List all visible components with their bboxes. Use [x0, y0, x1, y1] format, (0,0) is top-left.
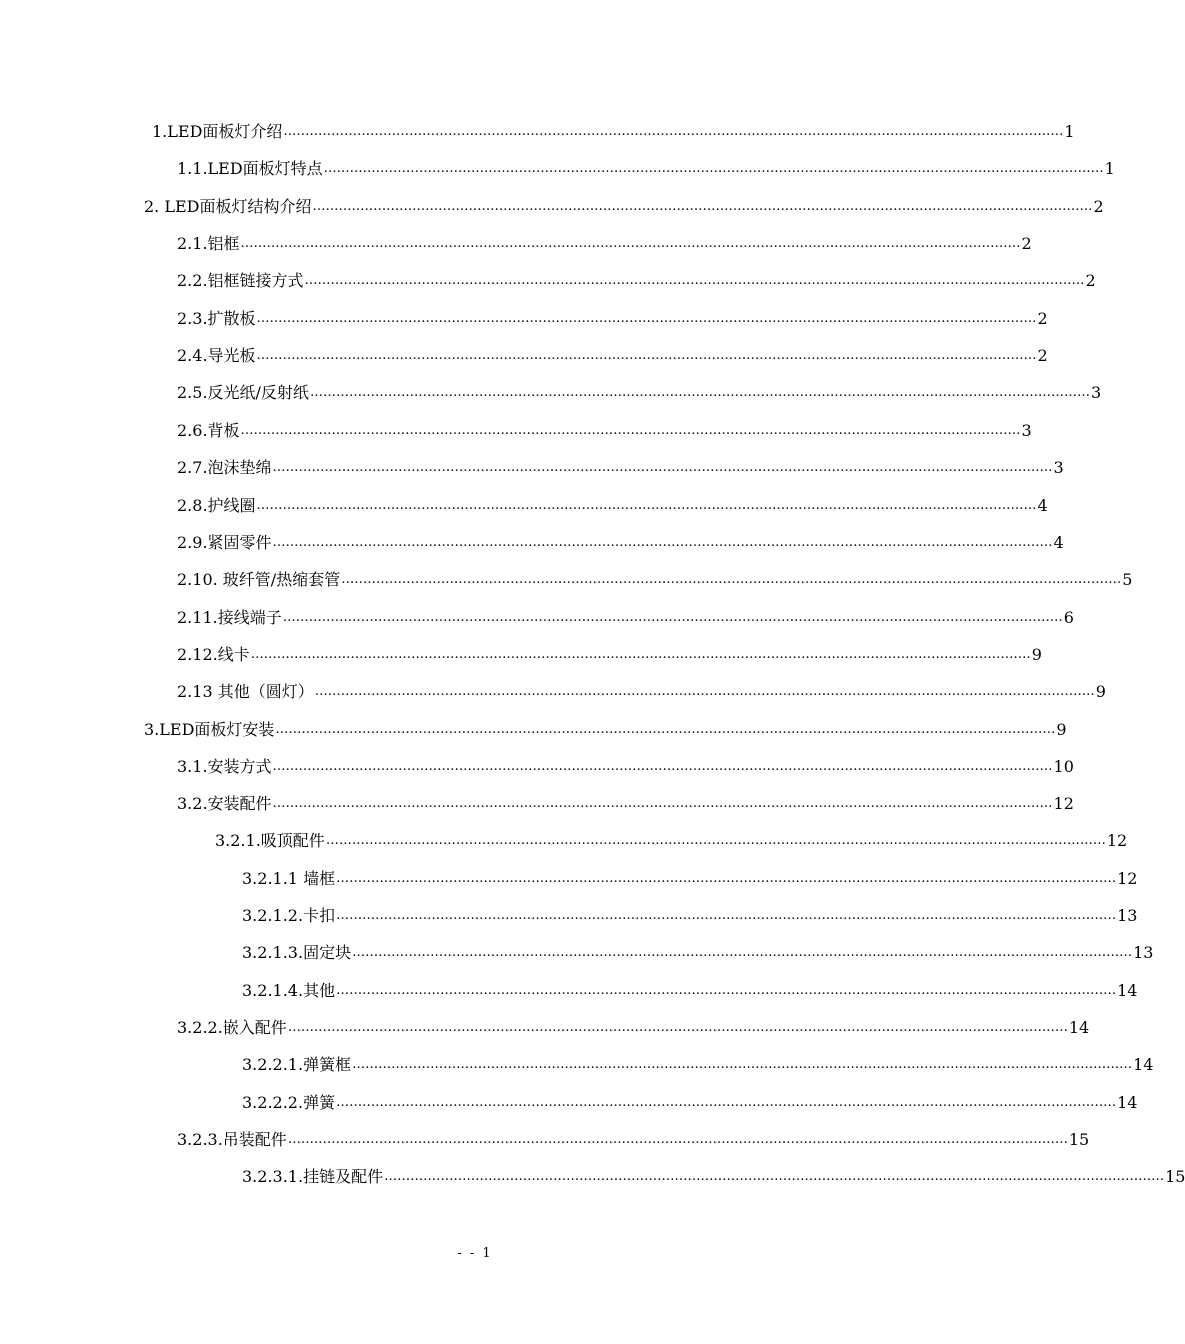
- toc-entry-label: 2.1.铝框: [177, 234, 240, 253]
- leader-dots: ………………………………………………………………………………………………………………………………………………………………: [384, 1169, 1165, 1184]
- toc-entry-page: 3: [1053, 458, 1064, 477]
- toc-entry-page: 2: [1037, 346, 1048, 365]
- leader-dots: ………………………………………………………………………………………………………………………………………………………………: [272, 535, 1053, 550]
- toc-entry-page: 6: [1063, 608, 1074, 627]
- toc-entry-label: 2.6.背板: [177, 421, 240, 440]
- leader-dots: ………………………………………………………………………………………………………………………………………………………………: [287, 1020, 1068, 1035]
- toc-entry-page: 14: [1068, 1018, 1090, 1037]
- leader-dots: ………………………………………………………………………………………………………………………………………………………………: [250, 647, 1031, 662]
- leader-dots: ………………………………………………………………………………………………………………………………………………………………: [256, 311, 1037, 326]
- toc-entry-label: 3.2.1.4.其他: [242, 981, 336, 1000]
- leader-dots: ………………………………………………………………………………………………………………………………………………………………: [325, 833, 1106, 848]
- toc-entry[interactable]: [144, 718, 1067, 742]
- toc-entry[interactable]: [177, 531, 1064, 555]
- toc-entry-page: 12: [1117, 869, 1138, 888]
- toc-entry[interactable]: [177, 755, 1074, 779]
- toc-entry-label: 2.7.泡沫垫绵: [177, 458, 272, 477]
- toc-entry[interactable]: [152, 120, 1075, 144]
- leader-dots: ………………………………………………………………………………………………………………………………………………………………: [336, 983, 1117, 998]
- toc-entry[interactable]: [242, 1091, 1138, 1115]
- toc-entry[interactable]: [177, 157, 1115, 181]
- leader-dots: ………………………………………………………………………………………………………………………………………………………………: [341, 572, 1122, 587]
- toc-entry-label: 2.9.紧固零件: [177, 533, 272, 552]
- toc-entry[interactable]: [177, 680, 1106, 704]
- toc-entry-label: 3.2.1.2.卡扣: [242, 906, 336, 925]
- leader-dots: ………………………………………………………………………………………………………………………………………………………………: [272, 759, 1053, 774]
- leader-dots: ………………………………………………………………………………………………………………………………………………………………: [272, 460, 1053, 475]
- toc-entry[interactable]: [144, 195, 1104, 219]
- toc-entry-label: 2.8.护线圈: [177, 496, 256, 515]
- toc-entry[interactable]: [177, 606, 1074, 630]
- toc-entry-label: 3.2.1.1 墙框: [242, 869, 336, 888]
- leader-dots: ………………………………………………………………………………………………………………………………………………………………: [312, 199, 1093, 214]
- toc-entry-page: 4: [1053, 533, 1064, 552]
- leader-dots: ………………………………………………………………………………………………………………………………………………………………: [240, 423, 1021, 438]
- toc-entry[interactable]: [177, 643, 1042, 667]
- toc-entry-page: 5: [1122, 570, 1133, 589]
- toc-entry[interactable]: [177, 494, 1048, 518]
- toc-entry-page: 10: [1053, 757, 1074, 776]
- toc-entry-label: 2.4.导光板: [177, 346, 256, 365]
- toc-entry-page: 9: [1031, 645, 1042, 664]
- toc-entry-page: 2: [1037, 309, 1048, 328]
- toc-entry-label: 3.2.安装配件: [177, 794, 272, 813]
- toc-entry-page: 2: [1093, 197, 1104, 216]
- toc-entry-label: 3.2.2.2.弹簧: [242, 1093, 336, 1112]
- toc-entry-page: 3: [1090, 383, 1102, 402]
- leader-dots: ………………………………………………………………………………………………………………………………………………………………: [352, 1057, 1133, 1072]
- toc-entry-label: 2. LED面板灯结构介绍: [144, 197, 312, 216]
- toc-entry[interactable]: [242, 1165, 1185, 1189]
- toc-entry-label: 2.13 其他（圆灯）: [177, 682, 314, 701]
- toc-entry-label: 3.2.2.1.弹簧框: [242, 1055, 352, 1074]
- toc-entry-page: 14: [1117, 981, 1138, 1000]
- leader-dots: ………………………………………………………………………………………………………………………………………………………………: [314, 684, 1095, 699]
- toc-entry-label: 2.5.反光纸/反射纸: [177, 383, 309, 402]
- toc-entry[interactable]: [177, 1128, 1090, 1152]
- toc-entry-label: 2.2.铝框链接方式: [177, 271, 304, 290]
- toc-entry[interactable]: [242, 867, 1138, 891]
- toc-entry-page: 14: [1133, 1055, 1154, 1074]
- toc-entry-label: 3.2.3.吊装配件: [177, 1130, 287, 1149]
- toc-entry-page: 2: [1021, 234, 1032, 253]
- toc-entry-label: 2.12.线卡: [177, 645, 250, 664]
- leader-dots: ………………………………………………………………………………………………………………………………………………………………: [323, 161, 1104, 176]
- toc-entry[interactable]: [177, 419, 1032, 443]
- toc-entry[interactable]: [242, 1053, 1154, 1077]
- toc-entry-page: 3: [1021, 421, 1032, 440]
- page-number: - - 1: [457, 1246, 493, 1261]
- toc-entry[interactable]: [242, 941, 1154, 965]
- toc-entry[interactable]: [215, 829, 1128, 853]
- toc-entry-label: 3.2.1.3.固定块: [242, 943, 352, 962]
- toc-entry[interactable]: [177, 344, 1048, 368]
- leader-dots: ………………………………………………………………………………………………………………………………………………………………: [275, 722, 1056, 737]
- toc-entry[interactable]: [242, 979, 1138, 1003]
- leader-dots: ………………………………………………………………………………………………………………………………………………………………: [287, 1132, 1068, 1147]
- toc-entry-label: 1.1.LED面板灯特点: [177, 159, 323, 178]
- leader-dots: ………………………………………………………………………………………………………………………………………………………………: [304, 273, 1085, 288]
- leader-dots: ………………………………………………………………………………………………………………………………………………………………: [283, 124, 1064, 139]
- toc-entry-label: 3.2.3.1.挂链及配件: [242, 1167, 384, 1186]
- toc-entry-page: 13: [1117, 906, 1138, 925]
- toc-entry-page: 9: [1095, 682, 1106, 701]
- leader-dots: ………………………………………………………………………………………………………………………………………………………………: [256, 348, 1037, 363]
- leader-dots: ………………………………………………………………………………………………………………………………………………………………: [282, 610, 1063, 625]
- leader-dots: ………………………………………………………………………………………………………………………………………………………………: [256, 498, 1037, 513]
- toc-entry[interactable]: [177, 269, 1096, 293]
- leader-dots: ………………………………………………………………………………………………………………………………………………………………: [240, 236, 1021, 251]
- toc-entry-page: 15: [1068, 1130, 1090, 1149]
- toc-entry-page: 12: [1106, 831, 1128, 850]
- leader-dots: ………………………………………………………………………………………………………………………………………………………………: [352, 945, 1133, 960]
- toc-entry[interactable]: [177, 307, 1048, 331]
- toc-entry-page: 4: [1037, 496, 1048, 515]
- toc-entry[interactable]: [177, 568, 1133, 592]
- toc-entry[interactable]: [177, 381, 1102, 405]
- toc-entry[interactable]: [242, 904, 1138, 928]
- toc-entry-label: 1.LED面板灯介绍: [152, 122, 283, 141]
- toc-entry-label: 2.11.接线端子: [177, 608, 282, 627]
- toc-entry-page: 1: [1064, 122, 1075, 141]
- toc-entry[interactable]: [177, 792, 1074, 816]
- toc-entry-label: 2.10. 玻纤管/热缩套管: [177, 570, 341, 589]
- toc-entry-label: 3.LED面板灯安装: [144, 720, 275, 739]
- leader-dots: ………………………………………………………………………………………………………………………………………………………………: [336, 871, 1117, 886]
- toc-entry-label: 3.2.2.嵌入配件: [177, 1018, 287, 1037]
- leader-dots: ………………………………………………………………………………………………………………………………………………………………: [336, 1095, 1117, 1110]
- leader-dots: ………………………………………………………………………………………………………………………………………………………………: [336, 908, 1117, 923]
- toc-entry-page: 13: [1133, 943, 1154, 962]
- toc-entry[interactable]: [177, 1016, 1090, 1040]
- toc-entry-label: 3.2.1.吸顶配件: [215, 831, 325, 850]
- toc-entry-page: 9: [1056, 720, 1067, 739]
- toc-entry[interactable]: [177, 232, 1032, 256]
- toc-entry-label: 2.3.扩散板: [177, 309, 256, 328]
- toc-entry-page: 15: [1165, 1167, 1185, 1186]
- leader-dots: ………………………………………………………………………………………………………………………………………………………………: [309, 385, 1090, 400]
- toc-entry-page: 12: [1053, 794, 1074, 813]
- toc-entry-label: 3.1.安装方式: [177, 757, 272, 776]
- leader-dots: ………………………………………………………………………………………………………………………………………………………………: [272, 796, 1053, 811]
- toc-entry-page: 14: [1117, 1093, 1138, 1112]
- toc-entry-page: 1: [1104, 159, 1115, 178]
- toc-entry[interactable]: [177, 456, 1064, 480]
- toc-entry-page: 2: [1085, 271, 1096, 290]
